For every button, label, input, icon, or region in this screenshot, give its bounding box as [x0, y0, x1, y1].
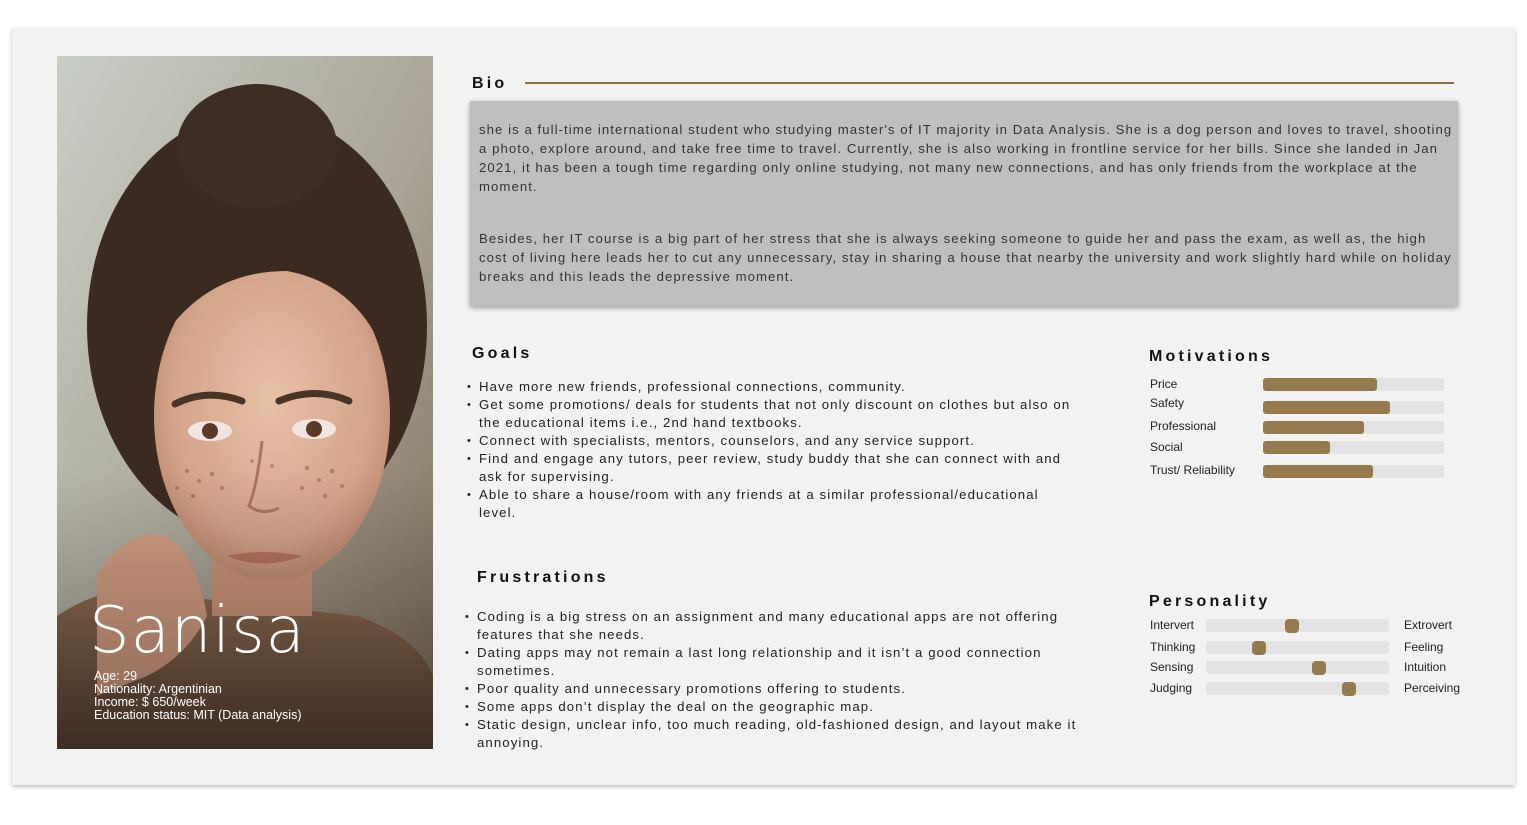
- personality-right-label: Perceiving: [1404, 681, 1461, 695]
- motivation-bar-track: [1263, 378, 1444, 391]
- goal-item: • Have more new friends, professional connections, community.: [467, 378, 1077, 396]
- motivation-bar-track: [1263, 441, 1444, 454]
- bio-paragraph-1: she is a full-time international student who studying master's of IT majority in Data Analysis. She is a dog person and loves to travel, shooting a photo, explore around, and take free time to travel. Currently, she is also working in frontline service for her bills. Since she landed in Jan 2021, it has been a tough time regarding only online studying, not many new connections, and has only friends from the workplace at the moment.: [479, 122, 1453, 194]
- bio-heading: Bio: [472, 75, 508, 92]
- goal-item: • Connect with specialists, mentors, counselors, and any service support.: [467, 432, 1077, 450]
- motivation-label: Trust/ Reliability: [1150, 463, 1235, 477]
- personality-slider-knob: [1252, 641, 1266, 655]
- frustration-item: • Dating apps may not remain a last long relationship and it isn’t a good connection sometimes.: [465, 644, 1095, 680]
- bio-divider: [525, 82, 1454, 84]
- personality-heading: Personality: [1149, 593, 1271, 610]
- motivation-bar-fill: [1263, 441, 1330, 454]
- persona-nationality: Nationality: Argentinian: [94, 682, 222, 696]
- personality-slider-track: [1206, 641, 1389, 654]
- motivation-label: Professional: [1150, 419, 1217, 433]
- frustrations-heading: Frustrations: [477, 569, 609, 586]
- persona-name: Sanisa: [89, 594, 306, 668]
- frustration-item: • Poor quality and unnecessary promotions offering to students.: [465, 680, 1095, 698]
- motivation-bar-fill: [1263, 421, 1364, 434]
- motivation-bar-track: [1263, 465, 1444, 478]
- personality-slider-track: [1206, 661, 1389, 674]
- bio-box: [470, 101, 1458, 306]
- goal-item: • Get some promotions/ deals for students that not only discount on clothes but also on the educational items i.e., 2nd hand textbooks.: [467, 396, 1077, 432]
- personality-slider-track: [1206, 619, 1389, 632]
- frustration-item: • Static design, unclear info, too much reading, old-fashioned design, and layout make it annoying.: [465, 716, 1095, 752]
- personality-left-label: Intervert: [1150, 618, 1195, 632]
- personality-left-label: Judging: [1150, 681, 1193, 695]
- goal-item: • Able to share a house/room with any friends at a similar professional/educational level.: [467, 486, 1077, 522]
- motivation-label: Price: [1150, 377, 1178, 391]
- motivation-bar-fill: [1263, 465, 1373, 478]
- motivation-label: Safety: [1150, 396, 1185, 410]
- persona-age: Age: 29: [94, 669, 138, 683]
- motivation-bar-fill: [1263, 401, 1390, 414]
- goal-item: • Find and engage any tutors, peer review, study buddy that she can connect with and ask for supervising.: [467, 450, 1077, 486]
- personality-right-label: Extrovert: [1404, 618, 1453, 632]
- goals-list: [467, 378, 1077, 522]
- goals-heading: Goals: [472, 345, 533, 362]
- personality-right-label: Intuition: [1404, 660, 1447, 674]
- persona-photo: [57, 56, 433, 749]
- frustration-item: • Some apps don’t display the deal on the geographic map.: [465, 698, 1095, 716]
- personality-slider-knob: [1285, 619, 1299, 633]
- persona-income: Income: $ 650/week: [94, 695, 206, 709]
- motivation-bar-fill: [1263, 378, 1377, 391]
- personality-right-label: Feeling: [1404, 640, 1444, 654]
- frustrations-list: [465, 608, 1095, 752]
- motivations-heading: Motivations: [1149, 348, 1274, 365]
- persona-details: [94, 670, 302, 722]
- personality-left-label: Sensing: [1150, 660, 1194, 674]
- motivation-bar-track: [1263, 421, 1444, 434]
- personality-slider-knob: [1312, 661, 1326, 675]
- personality-slider-knob: [1342, 682, 1356, 696]
- motivation-bar-track: [1263, 401, 1444, 414]
- bio-paragraph-2: Besides, her IT course is a big part of her stress that she is always seeking someone to guide her and pass the exam, as well as, the high cost of living here leads her to cut any unnecessary, stay in sharing a house that nearby the university and work slightly hard while on holiday breaks and this leads the depressive moment.: [479, 231, 1452, 284]
- frustration-item: • Coding is a big stress on an assignment and many educational apps are not offering features that she needs.: [465, 608, 1095, 644]
- persona-education: Education status: MIT (Data analysis): [94, 708, 302, 722]
- personality-left-label: Thinking: [1150, 640, 1196, 654]
- personality-slider-track: [1206, 682, 1389, 695]
- motivation-label: Social: [1150, 440, 1183, 454]
